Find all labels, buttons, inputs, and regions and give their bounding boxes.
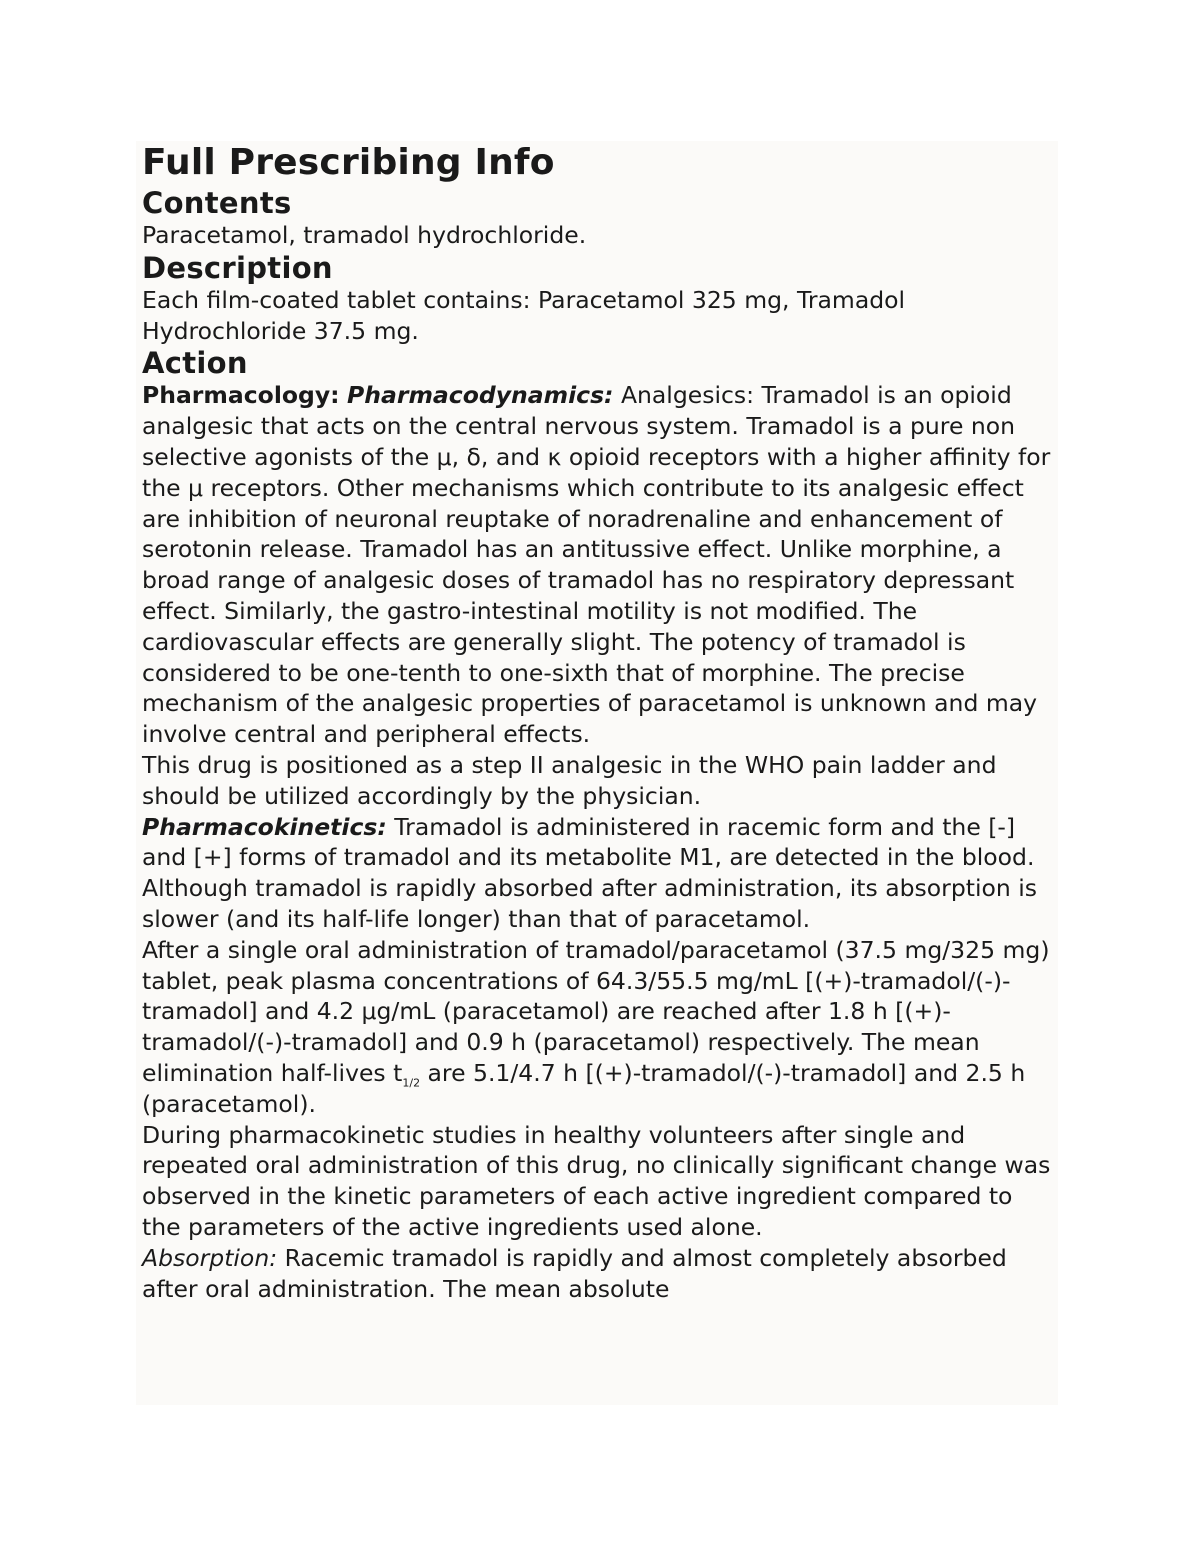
pharmacodynamics-paragraph (142, 380, 1058, 750)
absorption-paragraph (142, 1243, 1058, 1305)
absorption-text: Racemic tramadol is rapidly and almost completely absorbed after oral administration. The mean absolute (142, 1243, 1007, 1303)
action-heading: Action (142, 346, 248, 381)
document-body (136, 141, 1058, 1405)
pharmacology-label: Pharmacology: (142, 381, 340, 410)
who-paragraph: This drug is positioned as a step II analgesic in the WHO pain ladder and should be utilized accordingly by the physician. (142, 750, 997, 810)
single-dose-paragraph (142, 935, 1058, 1120)
document-title: Full Prescribing Info (142, 142, 555, 183)
description-heading: Description (142, 250, 333, 285)
studies-paragraph: During pharmacokinetic studies in healthy volunteers after single and repeated oral administration of this drug, no clinically significant change was observed in the kinetic parameters of each active ingredient compared to the parameters of the active ingredients used alone. (142, 1120, 1051, 1241)
single-dose-text-b: are 5.1/4.7 h [(+)-tramadol/(-)-tramadol] and 2.5 h (paracetamol). (142, 1058, 1026, 1118)
half-life-subscript: 1/2 (402, 1076, 421, 1090)
single-dose-text-a: After a single oral administration of tramadol/paracetamol (37.5 mg/325 mg) tablet, peak plasma concentrations of 64.3/55.5 mg/mL [(+)-tramadol/(-)-tramadol] and 4.2 μg/mL (paracetamol) are reached after 1.8 h [(+)-tramadol/(-)-tramadol] and 0.9 h (paracetamol) respectively. The mean elimination half-lives t (142, 935, 1050, 1087)
contents-heading: Contents (142, 186, 292, 220)
pharmacodynamics-text: Analgesics: Tramadol is an opioid analgesic that acts on the central nervous system. Tramadol is a pure non selective agonists of the μ, δ, and κ opioid receptors with a higher affinity for the μ receptors. Other mechanisms which contribute to its analgesic effect are inhibition of neuronal reuptake of noradrenaline and enhancement of serotonin release. Tramadol has an antitussive effect. Unlike morphine, a broad range of analgesic doses of tramadol has no respiratory depressant effect. Similarly, the gastro-intestinal motility is not modified. The cardiovascular effects are generally slight. The potency of tramadol is considered to be one-tenth to one-sixth that of morphine. The precise mechanism of the analgesic properties of paracetamol is unknown and may involve central and peripheral effects. (142, 381, 1051, 749)
pharmacokinetics-paragraph (142, 812, 1058, 935)
pharmacodynamics-label: Pharmacodynamics: (347, 381, 614, 410)
pharmacokinetics-label: Pharmacokinetics: (142, 812, 387, 841)
pharmacokinetics-text: Tramadol is administered in racemic form and the [-] and [+] forms of tramadol and its metabolite M1, are detected in the blood. Although tramadol is rapidly absorbed after administration, its absorption is slower (and its half-life longer) than that of paracetamol. (142, 812, 1037, 933)
contents-text: Paracetamol, tramadol hydrochloride. (142, 221, 587, 249)
description-text: Each film-coated tablet contains: Paracetamol 325 mg, Tramadol Hydrochloride 37.5 mg. (142, 285, 906, 345)
absorption-label: Absorption: (142, 1243, 278, 1272)
